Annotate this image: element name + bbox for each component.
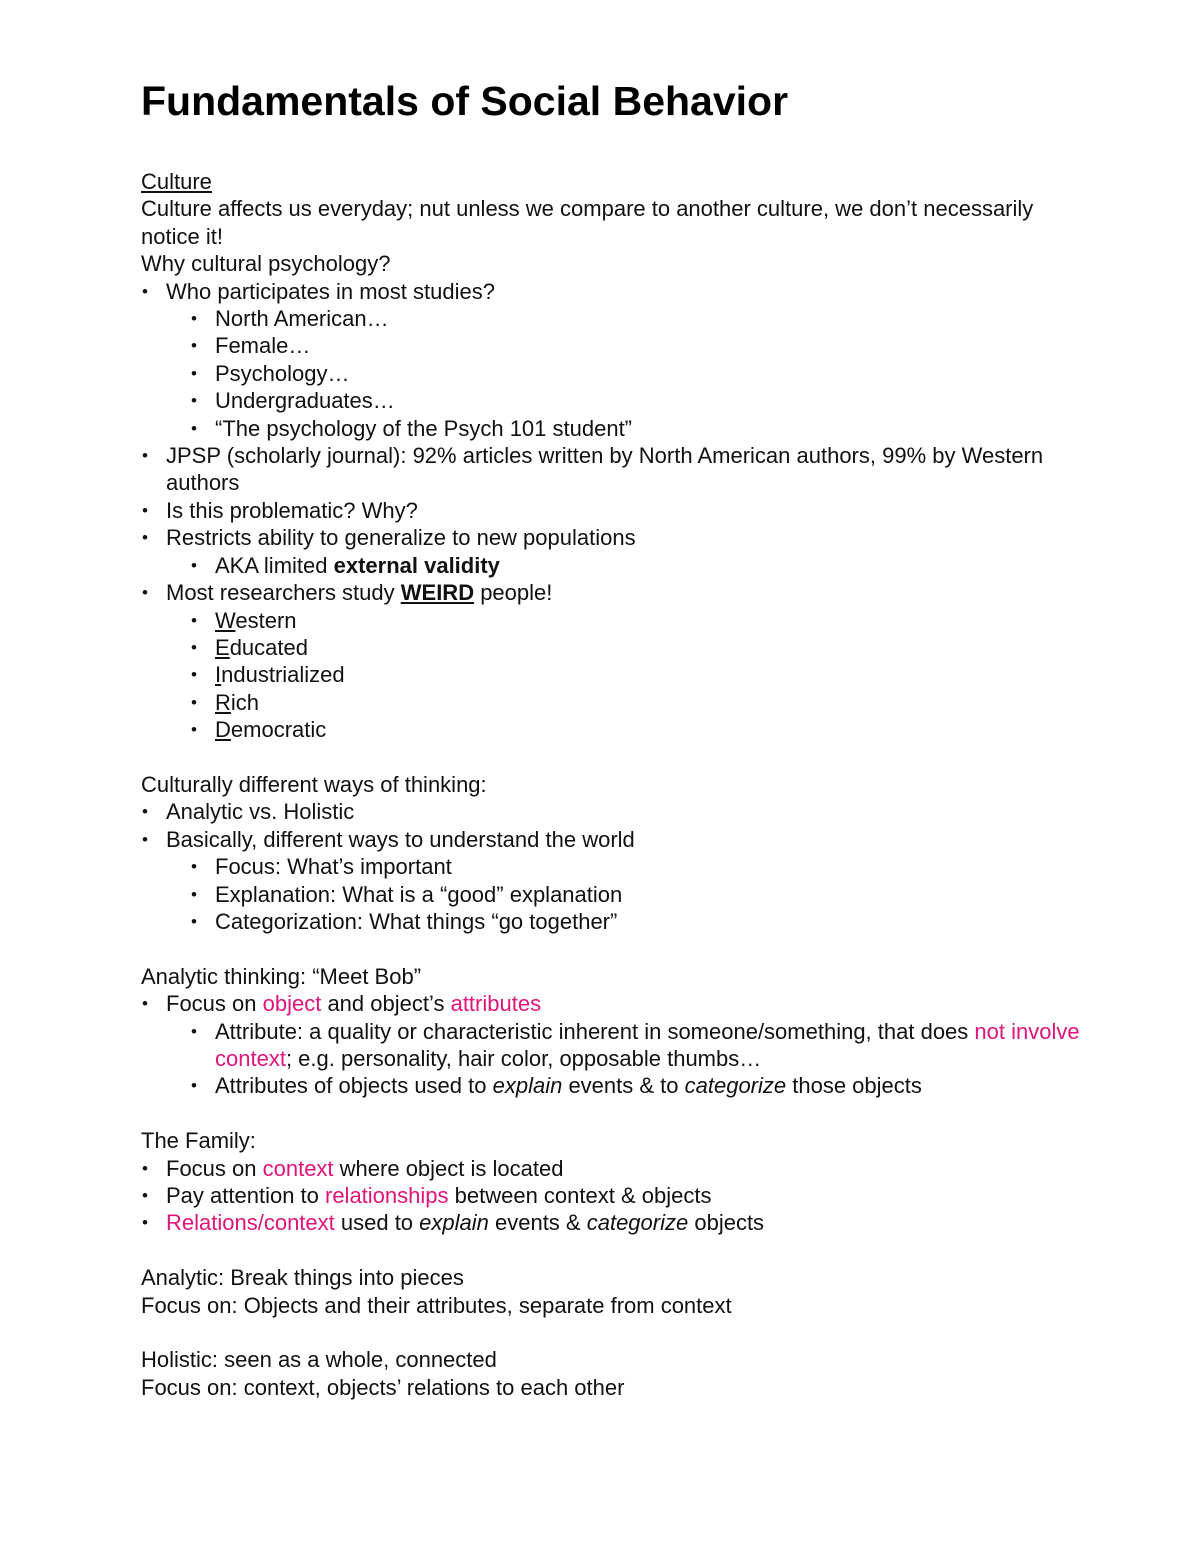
thinking-heading: Culturally different ways of thinking: (141, 771, 487, 797)
list-item (141, 826, 1081, 936)
highlight-relations-context: Relations/context (166, 1210, 335, 1236)
acronym-letter: R (215, 689, 231, 715)
acronym-letter: D (215, 717, 231, 743)
basically-text: Basically, different ways to understand the world (166, 826, 635, 852)
list-item: • Undergraduates… (190, 387, 1081, 414)
external-validity-term: external validity (333, 552, 500, 578)
family-section (141, 1127, 1081, 1237)
list-item: • Categorization: What things “go together” (190, 908, 1081, 935)
holistic-line-1: Holistic: seen as a whole, connected (141, 1347, 497, 1373)
participants-question: Who participates in most studies? (166, 278, 495, 304)
acronym-rest: ducated (229, 634, 308, 660)
participants-sublist (166, 305, 1081, 442)
highlight-relationships: relationships (325, 1182, 449, 1208)
acronym-rest: emocratic (230, 717, 327, 743)
text-run: between context & objects (448, 1182, 712, 1208)
culture-heading: Culture (141, 169, 212, 194)
list-item: • Is this problematic? Why? (141, 497, 1081, 524)
family-heading: The Family: (141, 1128, 256, 1154)
list-item: • “The psychology of the Psych 101 student” (190, 415, 1081, 442)
list-item (141, 278, 1081, 442)
culture-section (141, 168, 1081, 744)
analytic-summary (141, 1264, 1081, 1319)
highlight-object: object (262, 991, 322, 1017)
restricts-text: Restricts ability to generalize to new populations (166, 525, 636, 551)
acronym-rest: ich (230, 689, 260, 715)
list-item (190, 607, 1081, 634)
family-list (141, 1155, 1081, 1237)
why-cultural-psychology: Why cultural psychology? (141, 251, 391, 277)
text-run: Focus on (166, 1155, 263, 1181)
highlight-context: context (262, 1155, 334, 1181)
thinking-sublist (166, 853, 1081, 935)
italic-categorize: categorize (586, 1210, 689, 1236)
list-item (190, 661, 1081, 688)
list-item: • Analytic vs. Holistic (141, 798, 1081, 825)
thinking-list (141, 798, 1081, 935)
acronym-letter: I (215, 662, 222, 688)
list-item: • North American… (190, 305, 1081, 332)
acronym-letter: E (215, 634, 230, 660)
weird-pre-text: Most researchers study (166, 580, 401, 606)
acronym-rest: estern (235, 607, 297, 633)
text-run: Attributes of objects used to (215, 1073, 493, 1099)
list-item: • Female… (190, 332, 1081, 359)
analytic-bob-list (141, 990, 1081, 1100)
highlight-not-involve-context: not involve context (215, 1018, 1080, 1071)
list-item (141, 1182, 1081, 1209)
list-item: • Explanation: What is a “good” explanation (190, 881, 1081, 908)
text-run: those objects (786, 1073, 922, 1099)
italic-explain: explain (492, 1073, 563, 1099)
culture-intro: Culture affects us everyday; nut unless we compare to another culture, we don’t necessarily notice it! (141, 196, 1034, 249)
spacer (141, 1100, 1081, 1127)
acronym-rest: ndustrialized (221, 662, 345, 688)
list-item (190, 634, 1081, 661)
list-item (190, 689, 1081, 716)
list-item (190, 1072, 1081, 1099)
analytic-bob-sublist (166, 1018, 1081, 1100)
text-run: ; e.g. personality, hair color, opposable thumbs… (285, 1045, 762, 1071)
restricts-sublist (166, 552, 1081, 579)
text-run: events & to (562, 1073, 685, 1099)
highlight-attributes: attributes (450, 991, 542, 1017)
culture-bullet-list (141, 278, 1081, 744)
document-title: Fundamentals of Social Behavior (141, 78, 789, 124)
list-item (190, 1018, 1081, 1073)
list-item (141, 579, 1081, 743)
text-run: Attribute: a quality or characteristic inherent in someone/something, that does (215, 1018, 975, 1044)
list-item (141, 524, 1081, 579)
analytic-bob-section (141, 963, 1081, 1100)
weird-sublist (166, 607, 1081, 744)
spacer (141, 744, 1081, 771)
list-item (141, 1209, 1081, 1236)
text-run: used to (334, 1210, 420, 1236)
list-item: • JPSP (scholarly journal): 92% articles written by North American authors, 99% by Western authors (141, 442, 1081, 497)
document-page (141, 78, 1081, 1401)
spacer (141, 1319, 1081, 1346)
italic-categorize: categorize (684, 1073, 787, 1099)
analytic-line-2: Focus on: Objects and their attributes, separate from context (141, 1292, 732, 1318)
list-item (190, 552, 1081, 579)
list-item (141, 990, 1081, 1100)
list-item: • Psychology… (190, 360, 1081, 387)
text-run: and object’s (321, 991, 451, 1017)
acronym-letter: W (215, 607, 236, 633)
spacer (141, 1237, 1081, 1264)
analytic-line-1: Analytic: Break things into pieces (141, 1265, 464, 1291)
text-run: objects (688, 1210, 765, 1236)
aka-text: AKA limited (215, 552, 334, 578)
text-run: where object is located (333, 1155, 564, 1181)
holistic-line-2: Focus on: context, objects’ relations to each other (141, 1374, 625, 1400)
holistic-summary (141, 1346, 1081, 1401)
text-run: events & (488, 1210, 587, 1236)
italic-explain: explain (419, 1210, 489, 1236)
text-run: Focus on (166, 991, 263, 1017)
text-run: Pay attention to (166, 1182, 325, 1208)
list-item: • Focus: What’s important (190, 853, 1081, 880)
list-item (141, 1155, 1081, 1182)
list-item (190, 716, 1081, 743)
weird-term: WEIRD (400, 580, 475, 606)
thinking-section (141, 771, 1081, 935)
analytic-bob-heading: Analytic thinking: “Meet Bob” (141, 963, 422, 989)
spacer (141, 935, 1081, 962)
weird-post-text: people! (474, 580, 553, 606)
